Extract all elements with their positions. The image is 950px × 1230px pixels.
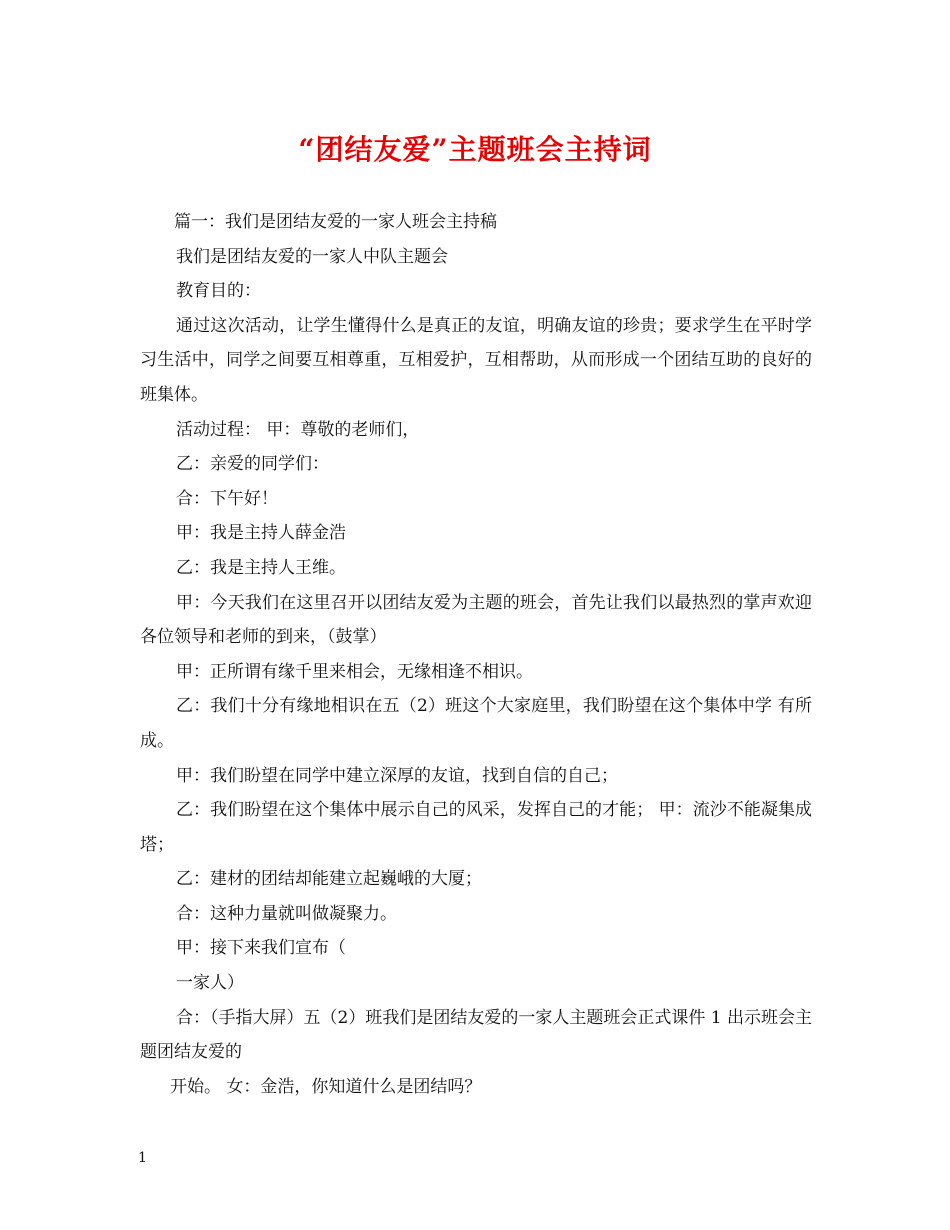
paragraph: 一家人） (176, 973, 244, 994)
paragraph: 乙：我们盼望在这个集体中展示自己的风采，发挥自己的才能； 甲：流沙不能凝集成塔； (140, 800, 812, 855)
paragraph: 教育目的： (176, 281, 261, 302)
paragraph: 甲：接下来我们宣布（ (176, 938, 346, 959)
paragraph: 合：这种力量就叫做凝聚力。 (176, 903, 397, 924)
document-title: “团结友爱”主题班会主持词 (298, 133, 652, 166)
document-body (140, 205, 812, 1104)
paragraph: 开始。 女：金浩，你知道什么是团结吗？ (170, 1076, 482, 1097)
paragraph: 乙：亲爱的同学们： (176, 454, 329, 475)
paragraph: 甲：我们盼望在同学中建立深厚的友谊，找到自信的自己； (176, 765, 618, 786)
paragraph: 通过这次活动，让学生懂得什么是真正的友谊，明确友谊的珍贵；要求学生在平时学习生活中，同学之间要互相尊重，互相爱护，互相帮助，从而形成一个团结互助的良好的班集体。 (140, 315, 812, 405)
paragraph: 乙：建材的团结却能建立起巍峨的大厦； (176, 869, 482, 890)
paragraph: 活动过程： 甲：尊敬的老师们， (176, 419, 420, 440)
paragraph: 乙：我是主持人王维。 (176, 557, 346, 578)
paragraph: 合：（手指大屏）五（2）班我们是团结友爱的一家人主题班会正式课件 1 出示班会主题团结友爱的 (140, 1007, 812, 1063)
paragraph: 甲：正所谓有缘千里来相会，无缘相逢不相识。 (176, 661, 533, 682)
page-number: 1 (138, 1150, 147, 1166)
paragraph: 我们是团结友爱的一家人中队主题会 (176, 246, 448, 267)
paragraph-heading: 篇一：我们是团结友爱的一家人班会主持稿 (174, 212, 497, 232)
paragraph: 甲：我是主持人薛金浩 (176, 523, 346, 544)
paragraph: 乙：我们十分有缘地相识在五（2）班这个大家庭里，我们盼望在这个集体中学 有所成。 (140, 696, 812, 751)
paragraph: 合：下午好！ (176, 488, 278, 509)
paragraph: 甲：今天我们在这里召开以团结友爱为主题的班会，首先让我们以最热烈的掌声欢迎各位领导和老师的到来，（鼓掌） (140, 592, 812, 648)
